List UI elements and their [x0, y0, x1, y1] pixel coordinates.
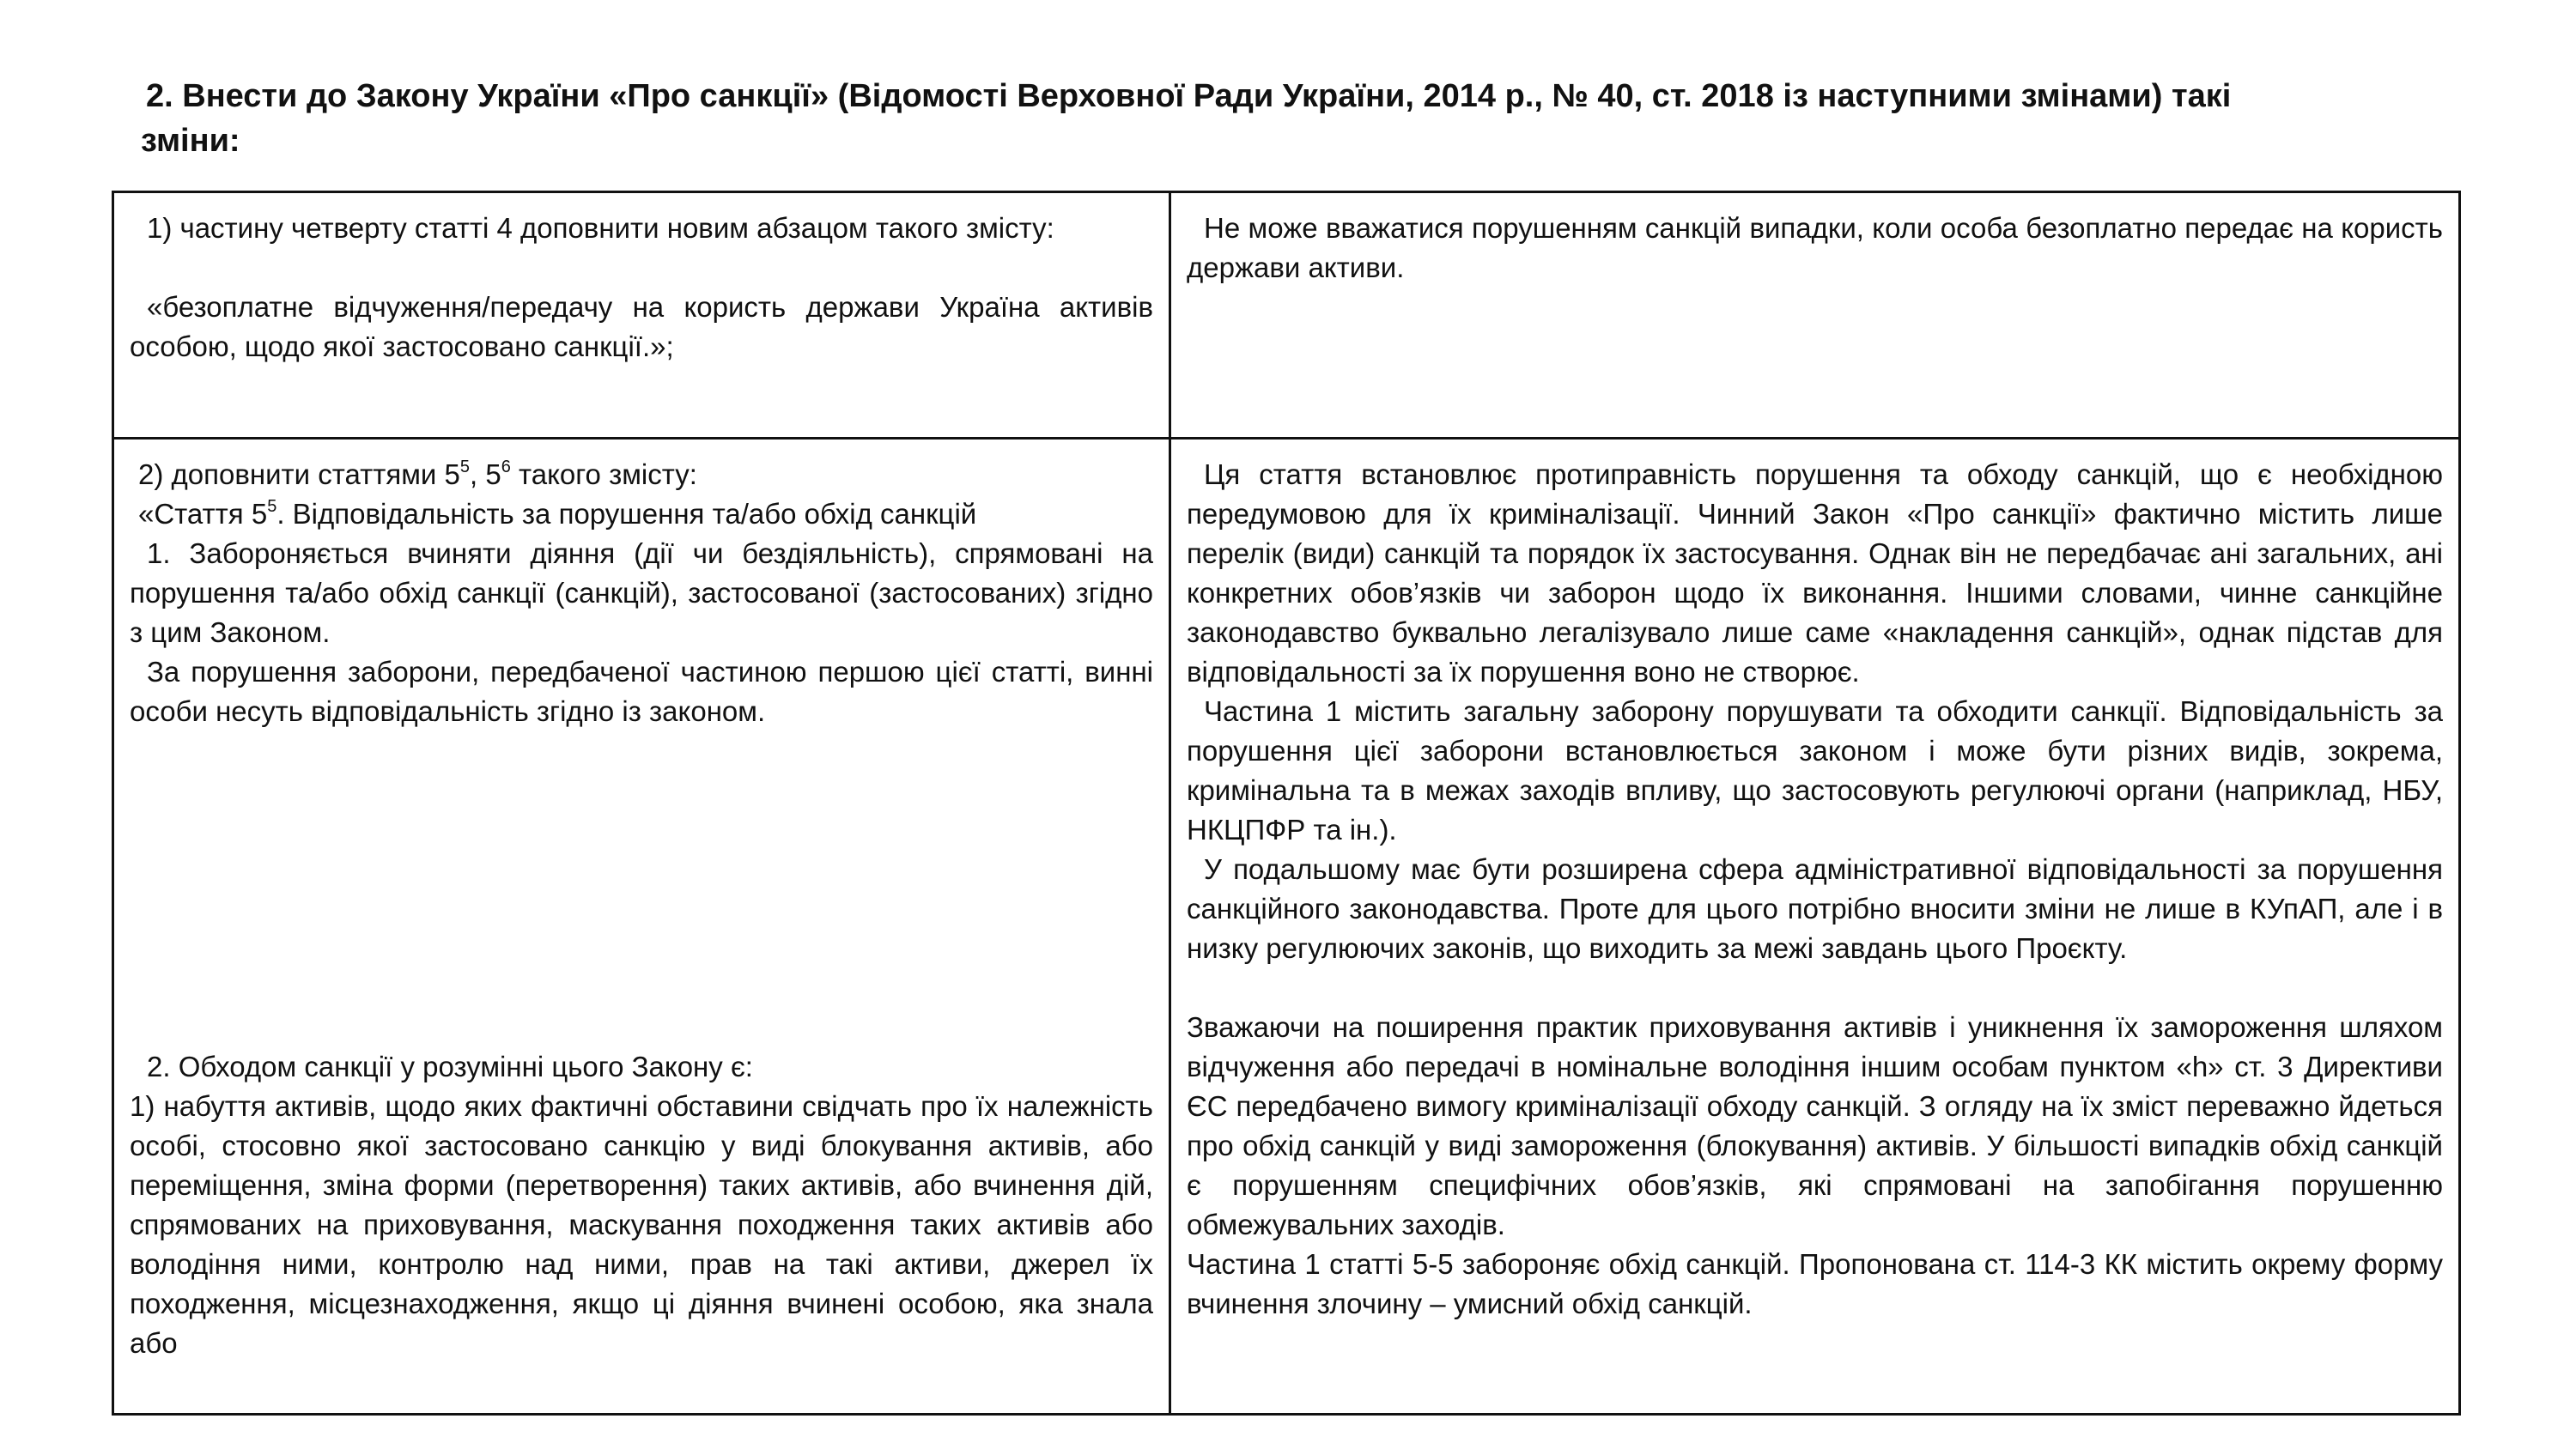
rationale-cell: [1170, 439, 2460, 1415]
proposal-cell: [113, 192, 1170, 439]
paragraph: 1) частину четверту статті 4 доповнити новим абзацом такого змісту:: [147, 212, 1054, 244]
paragraph: У подальшому має бути розширена сфера адміністративної відповідальності за порушення санкційного законодавства. Проте для цього потрібно вносити зміни не лише в КУпАП, але і в низку регулюючих законів, що виходить за межі завдань цього Проєкту.: [1187, 853, 2443, 964]
paragraph: 2. Обходом санкції у розумінні цього Закону є:: [147, 1051, 753, 1082]
paragraph: Частина 1 статті 5-5 забороняє обхід санкцій. Пропонована ст. 114-3 КК містить окрему форму вчинення злочину – умисний обхід санкцій.: [1187, 1248, 2443, 1319]
heading-line-2: зміни:: [141, 123, 240, 159]
paragraph: За порушення заборони, передбаченої частиною першою цієї статті, винні особи несуть відповідальність згідно із законом.: [130, 656, 1153, 727]
text-fragment: такого змісту:: [510, 458, 697, 490]
superscript: 5: [459, 458, 470, 476]
text-fragment: 2) доповнити статтями 5: [138, 458, 460, 490]
paragraph: 1) набуття активів, щодо яких фактичні обставини свідчать про їх належність особі, стосовно якої застосовано санкцію у виді блокування активів, або переміщення, зміна форми (перетворення) таких активів, або вчинення дій, спрямованих на приховування, маскування походження таких активів або володіння ними, контролю над ними, прав на такі активи, джерел їх походження, місцезнаходження, якщо ці діяння вчинені особою, яка знала або: [130, 1090, 1153, 1359]
text-fragment: «Стаття 5: [138, 498, 268, 530]
article-title: [130, 494, 1153, 534]
superscript: 5: [267, 497, 277, 516]
proposal-cell: [113, 439, 1170, 1415]
heading-line-1: 2. Внести до Закону України «Про санкції» (Відомості Верховної Ради України, 2014 р., № 40, ст. 2018 із наступними змінами) такі: [146, 78, 2232, 114]
rationale-cell: [1170, 192, 2460, 439]
comparison-table: [112, 191, 2461, 1416]
text-fragment: . Відповідальність за порушення та/або обхід санкцій: [276, 498, 977, 530]
amendment-heading: [141, 74, 2464, 163]
paragraph: Зважаючи на поширення практик приховування активів і уникнення їх замороження шляхом відчуження або передачі в номінальне володіння іншим особам пунктом «h» ст. 3 Директиви ЄС передбачено вимогу криміналізації обходу санкцій. З огляду на їх зміст переважно йдеться про обхід санкцій у виді замороження (блокування) активів. У більшості випадків обхід санкцій є порушенням специфічних обов’язків, які спрямовані на запобігання порушенню обмежувальних заходів.: [1187, 1011, 2443, 1240]
paragraph: «безоплатне відчуження/передачу на користь держави Україна активів особою, щодо якої застосовано санкції.»;: [130, 291, 1153, 362]
paragraph: 1. Забороняється вчиняти діяння (дії чи бездіяльність), спрямовані на порушення та/або обхід санкції (санкцій), застосованої (застосованих) згідно з цим Законом.: [130, 537, 1153, 648]
paragraph: Не може вважатися порушенням санкцій випадки, коли особа безоплатно передає на користь держави активи.: [1187, 212, 2443, 283]
paragraph: Частина 1 містить загальну заборону порушувати та обходити санкції. Відповідальність за порушення цієї заборони встановлюється законом і може бути різних видів, зокрема, кримінальна та в межах заходів впливу, що застосовують регулюючі органи (наприклад, НБУ, НКЦПФР та ін.).: [1187, 695, 2443, 846]
table-row: [113, 439, 2460, 1415]
text-fragment: , 5: [469, 458, 501, 490]
table-row: [113, 192, 2460, 439]
paragraph: Ця стаття встановлює протиправність порушення та обходу санкцій, що є необхідною передумовою для їх криміналізації. Чинний Закон «Про санкції» фактично містить лише перелік (види) санкцій та порядок їх застосування. Однак він не передбачає ані загальних, ані конкретних обов’язків чи заборон щодо їх виконання. Іншими словами, чинне санкційне законодавство буквально легалізувало лише саме «накладення санкцій», однак підстав для відповідальності за їх порушення воно не створює.: [1187, 458, 2443, 688]
superscript: 6: [501, 458, 511, 476]
paragraph: [130, 455, 1153, 494]
